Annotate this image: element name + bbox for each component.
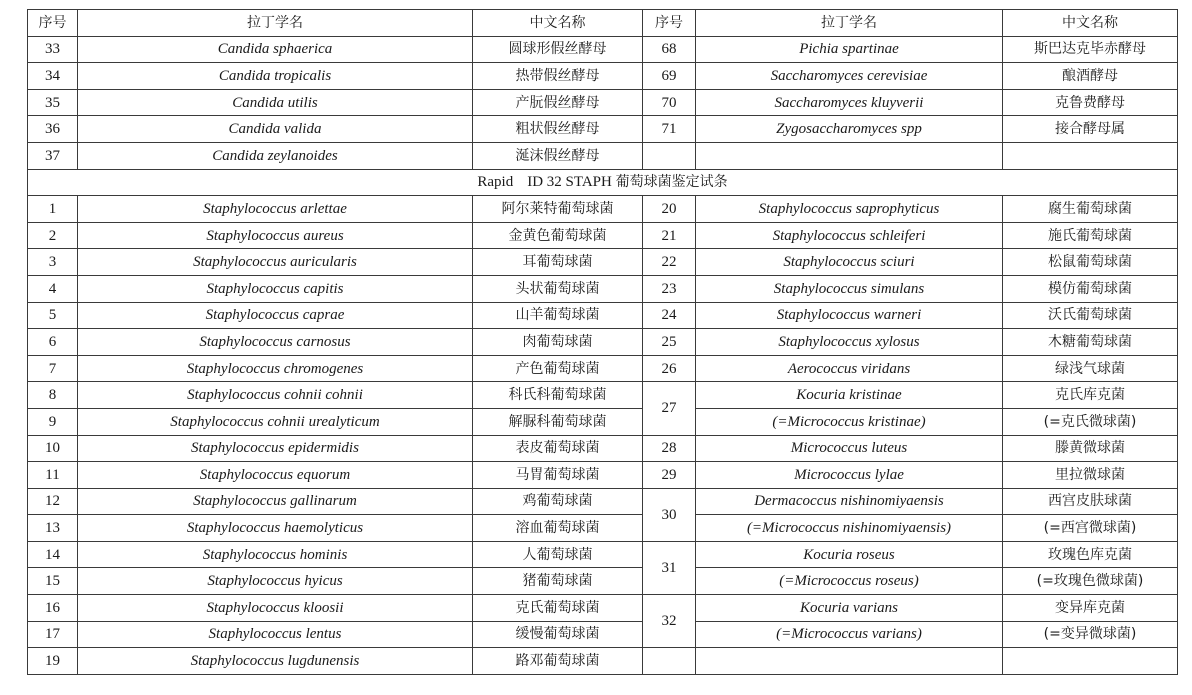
latin-name: Pichia spartinae [696,36,1003,63]
latin-name: Staphylococcus sciuri [696,249,1003,276]
row-number: 31 [643,541,696,594]
row-number: 15 [28,568,78,595]
latin-name: Candida utilis [78,89,473,116]
chinese-name: 里拉微球菌 [1003,462,1178,489]
row-number [643,142,696,169]
table-row [28,462,1178,489]
table-row [28,541,1178,568]
row-number: 33 [28,36,78,63]
latin-name: Kocuria roseus [696,541,1003,568]
row-number: 22 [643,249,696,276]
row-number: 23 [643,275,696,302]
row-number: 20 [643,196,696,223]
latin-name: Staphylococcus aureus [78,222,473,249]
table-row [28,302,1178,329]
row-number: 8 [28,382,78,409]
chinese-name: 耳葡萄球菌 [473,249,643,276]
row-number: 10 [28,435,78,462]
row-number: 3 [28,249,78,276]
latin-name [696,142,1003,169]
latin-name: (=Micrococcus varians) [696,621,1003,648]
latin-name: Staphylococcus hominis [78,541,473,568]
table-row [28,515,1178,542]
latin-name: Candida sphaerica [78,36,473,63]
latin-name: Candida zeylanoides [78,142,473,169]
chinese-name: 滕黄微球菌 [1003,435,1178,462]
species-table-container [27,9,1177,675]
header-latin-right: 拉丁学名 [696,10,1003,37]
chinese-name: 斯巴达克毕赤酵母 [1003,36,1178,63]
chinese-name: 溶血葡萄球菌 [473,515,643,542]
row-number: 69 [643,63,696,90]
chinese-name: (=西宫微球菌) [1003,515,1178,542]
latin-name: Staphylococcus cohnii urealyticum [78,408,473,435]
chinese-name: 酿酒酵母 [1003,63,1178,90]
chinese-name: 科氏科葡萄球菌 [473,382,643,409]
latin-name: Zygosaccharomyces spp [696,116,1003,143]
table-row [28,488,1178,515]
table-row [28,222,1178,249]
row-number: 19 [28,648,78,675]
latin-name: Staphylococcus gallinarum [78,488,473,515]
chinese-name: 克氏葡萄球菌 [473,595,643,622]
latin-name: Staphylococcus lentus [78,621,473,648]
chinese-name: 阿尔莱特葡萄球菌 [473,196,643,223]
latin-name: Staphylococcus capitis [78,275,473,302]
section-title: 葡萄球菌鉴定试条 [615,174,728,191]
latin-name: Staphylococcus caprae [78,302,473,329]
chinese-name: 接合酵母属 [1003,116,1178,143]
row-number [643,648,696,675]
chinese-name: 木糖葡萄球菌 [1003,329,1178,356]
chinese-name: 涎沫假丝酵母 [473,142,643,169]
row-number: 6 [28,329,78,356]
table-row [28,36,1178,63]
latin-name: Staphylococcus carnosus [78,329,473,356]
row-number: 29 [643,462,696,489]
chinese-name: 变异库克菌 [1003,595,1178,622]
latin-name: Staphylococcus xylosus [696,329,1003,356]
table-row [28,648,1178,675]
row-number: 7 [28,355,78,382]
chinese-name: 马胃葡萄球菌 [473,462,643,489]
row-number: 71 [643,116,696,143]
row-number: 2 [28,222,78,249]
latin-name: Staphylococcus hyicus [78,568,473,595]
chinese-name: 表皮葡萄球菌 [473,435,643,462]
row-number: 24 [643,302,696,329]
header-latin-left: 拉丁学名 [78,10,473,37]
table-row [28,355,1178,382]
chinese-name: (=变异微球菌) [1003,621,1178,648]
row-number: 27 [643,382,696,435]
chinese-name: 缓慢葡萄球菌 [473,621,643,648]
latin-name: Staphylococcus auricularis [78,249,473,276]
row-number: 17 [28,621,78,648]
row-number: 1 [28,196,78,223]
chinese-name: 产朊假丝酵母 [473,89,643,116]
row-number: 21 [643,222,696,249]
row-number: 16 [28,595,78,622]
table-row [28,249,1178,276]
latin-name: Staphylococcus haemolyticus [78,515,473,542]
chinese-name: 肉葡萄球菌 [473,329,643,356]
row-number: 14 [28,541,78,568]
section-prefix: Rapid [477,174,514,191]
section-code: ID 32 STAPH [527,174,612,191]
row-number: 32 [643,595,696,648]
header-chinese-left: 中文名称 [473,10,643,37]
latin-name: Saccharomyces cerevisiae [696,63,1003,90]
latin-name: Staphylococcus equorum [78,462,473,489]
chinese-name: 沃氏葡萄球菌 [1003,302,1178,329]
latin-name: Aerococcus viridans [696,355,1003,382]
chinese-name: 产色葡萄球菌 [473,355,643,382]
chinese-name [1003,142,1178,169]
chinese-name: 西宫皮肤球菌 [1003,488,1178,515]
chinese-name: 克氏库克菌 [1003,382,1178,409]
latin-name: Micrococcus luteus [696,435,1003,462]
row-number: 25 [643,329,696,356]
row-number: 68 [643,36,696,63]
staph-body [28,196,1178,675]
table-row [28,116,1178,143]
row-number: 34 [28,63,78,90]
chinese-name: 圆球形假丝酵母 [473,36,643,63]
chinese-name: 解脲科葡萄球菌 [473,408,643,435]
chinese-name: 鸡葡萄球菌 [473,488,643,515]
row-number: 11 [28,462,78,489]
chinese-name [1003,648,1178,675]
chinese-name: 绿浅气球菌 [1003,355,1178,382]
chinese-name: 路邓葡萄球菌 [473,648,643,675]
table-row [28,63,1178,90]
latin-name: (=Micrococcus roseus) [696,568,1003,595]
chinese-name: 克鲁费酵母 [1003,89,1178,116]
table-row [28,621,1178,648]
chinese-name: 松鼠葡萄球菌 [1003,249,1178,276]
table-row [28,89,1178,116]
latin-name: Staphylococcus chromogenes [78,355,473,382]
candida-body [28,36,1178,169]
chinese-name: 头状葡萄球菌 [473,275,643,302]
latin-name: Kocuria kristinae [696,382,1003,409]
table-row [28,435,1178,462]
latin-name [696,648,1003,675]
chinese-name: 腐生葡萄球菌 [1003,196,1178,223]
section-row [28,169,1178,196]
latin-name: Staphylococcus epidermidis [78,435,473,462]
chinese-name: 金黄色葡萄球菌 [473,222,643,249]
header-chinese-right: 中文名称 [1003,10,1178,37]
header-no-left: 序号 [28,10,78,37]
latin-name: Micrococcus lylae [696,462,1003,489]
table-row [28,142,1178,169]
latin-name: Staphylococcus simulans [696,275,1003,302]
latin-name: (=Micrococcus nishinomiyaensis) [696,515,1003,542]
latin-name: Candida valida [78,116,473,143]
chinese-name: 猪葡萄球菌 [473,568,643,595]
row-number: 37 [28,142,78,169]
latin-name: Saccharomyces kluyverii [696,89,1003,116]
section-body [28,169,1178,196]
table-row [28,329,1178,356]
latin-name: Dermacoccus nishinomiyaensis [696,488,1003,515]
latin-name: Staphylococcus lugdunensis [78,648,473,675]
latin-name: Staphylococcus saprophyticus [696,196,1003,223]
latin-name: Staphylococcus cohnii cohnii [78,382,473,409]
row-number: 9 [28,408,78,435]
row-number: 70 [643,89,696,116]
table-row [28,595,1178,622]
header-row [28,10,1178,37]
row-number: 30 [643,488,696,541]
chinese-name: 人葡萄球菌 [473,541,643,568]
table-row [28,568,1178,595]
row-number: 26 [643,355,696,382]
row-number: 12 [28,488,78,515]
row-number: 5 [28,302,78,329]
chinese-name: 山羊葡萄球菌 [473,302,643,329]
chinese-name: 玫瑰色库克菌 [1003,541,1178,568]
latin-name: Staphylococcus warneri [696,302,1003,329]
table-row [28,275,1178,302]
row-number: 35 [28,89,78,116]
species-table [27,9,1178,675]
chinese-name: 施氏葡萄球菌 [1003,222,1178,249]
row-number: 13 [28,515,78,542]
table-row [28,196,1178,223]
latin-name: Kocuria varians [696,595,1003,622]
chinese-name: 模仿葡萄球菌 [1003,275,1178,302]
latin-name: Staphylococcus kloosii [78,595,473,622]
table-row [28,408,1178,435]
chinese-name: (=克氏微球菌) [1003,408,1178,435]
latin-name: Candida tropicalis [78,63,473,90]
row-number: 36 [28,116,78,143]
chinese-name: 热带假丝酵母 [473,63,643,90]
header-no-right: 序号 [643,10,696,37]
latin-name: Staphylococcus schleiferi [696,222,1003,249]
chinese-name: (=玫瑰色微球菌) [1003,568,1178,595]
latin-name: Staphylococcus arlettae [78,196,473,223]
section-title-cell [28,169,1178,196]
chinese-name: 粗状假丝酵母 [473,116,643,143]
latin-name: (=Micrococcus kristinae) [696,408,1003,435]
row-number: 4 [28,275,78,302]
table-row [28,382,1178,409]
row-number: 28 [643,435,696,462]
